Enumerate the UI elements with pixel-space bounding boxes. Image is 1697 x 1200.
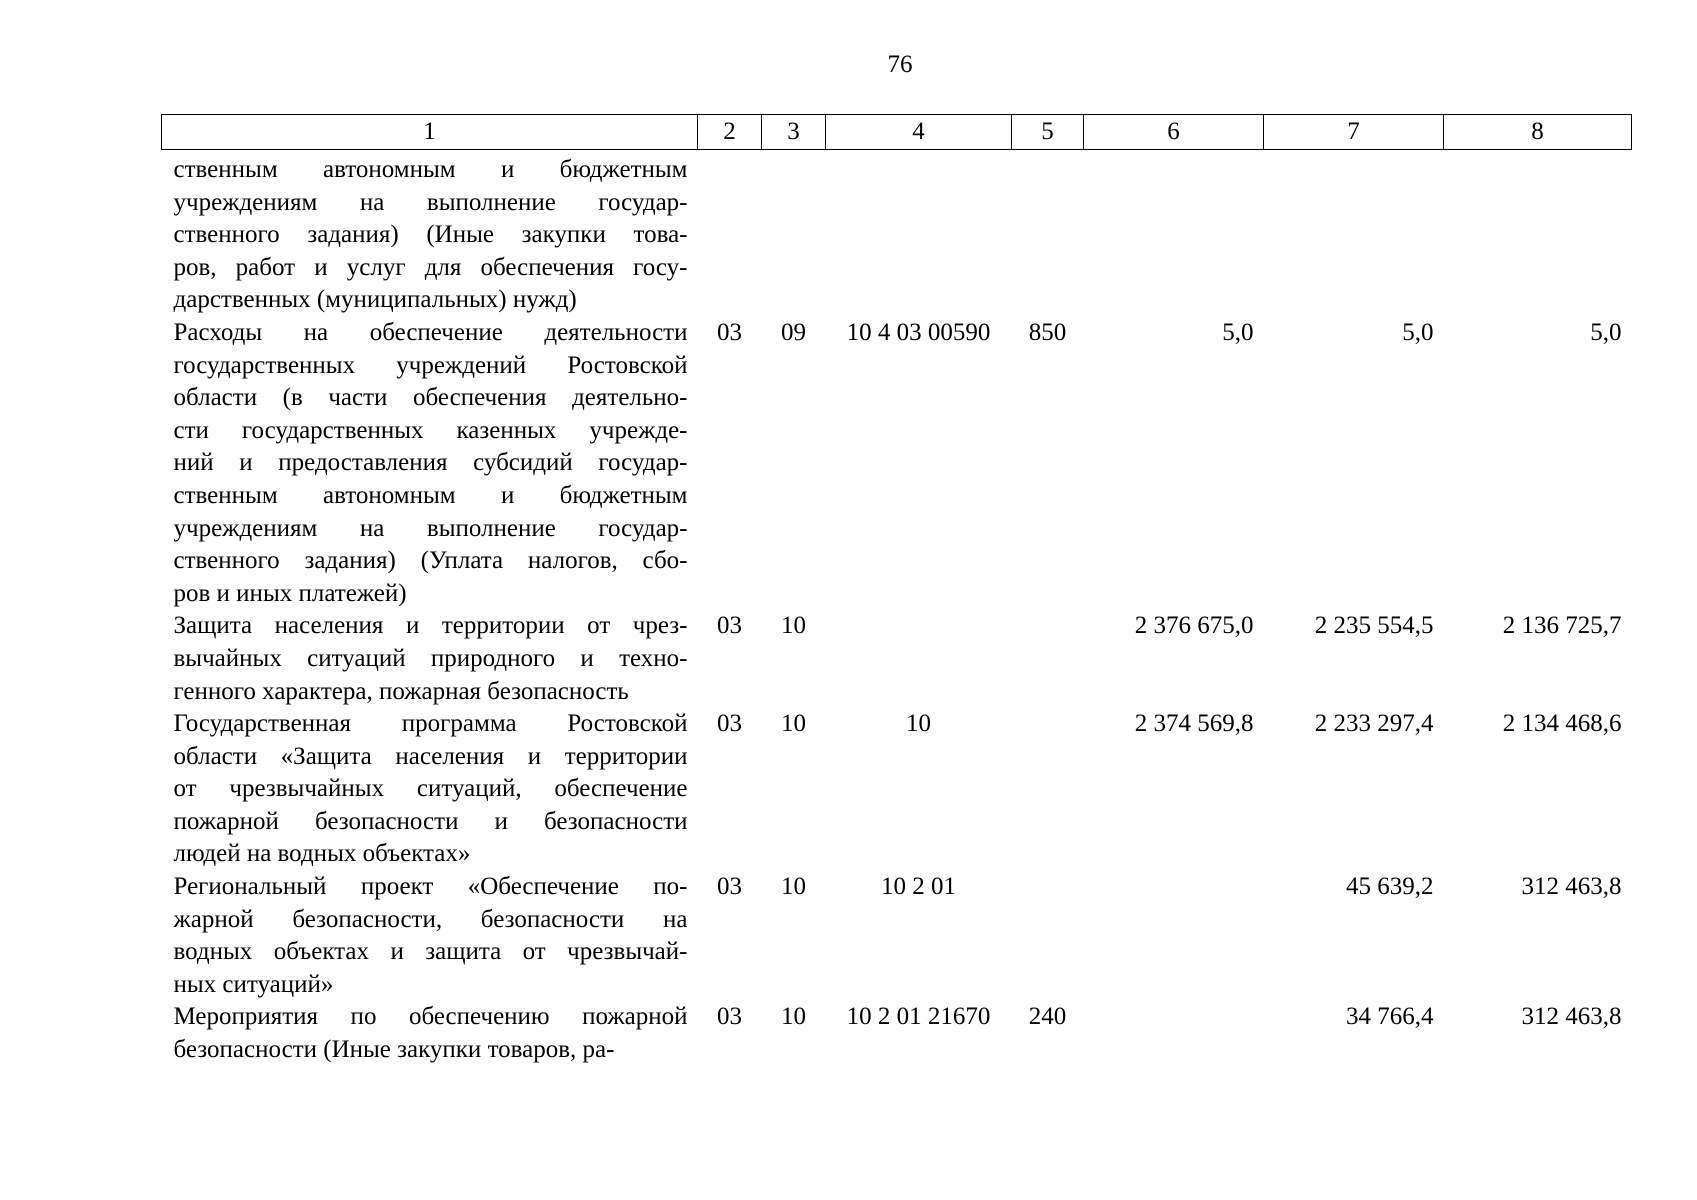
description-line: дарственных (муниципальных) нужд) xyxy=(173,286,577,314)
description-line: ственным автономным и бюджетным xyxy=(173,156,688,183)
amount-year3-cell: 5,0 xyxy=(1590,318,1622,346)
column-header: 6 xyxy=(1084,115,1264,150)
table-row xyxy=(162,708,1632,871)
subsection-code-cell: 10 xyxy=(781,873,806,901)
description-cell xyxy=(162,317,698,610)
amount-year2-cell: 45 639,2 xyxy=(1346,873,1434,901)
table-row xyxy=(162,1001,1632,1066)
description-line: ственного задания) (Иные закупки това- xyxy=(173,221,688,249)
description-line: Государственная программа Ростовской xyxy=(173,710,688,738)
target-article-cell: 10 4 03 00590 xyxy=(846,318,991,346)
description-line: ных ситуаций» xyxy=(173,970,334,998)
amount-year2-cell: 34 766,4 xyxy=(1346,1003,1434,1031)
amount-year2-cell: 2 233 297,4 xyxy=(1314,710,1434,738)
amount-year3-cell: 312 463,8 xyxy=(1521,873,1622,901)
target-article-cell: 10 2 01 21670 xyxy=(846,1003,991,1031)
expense-type-cell: 850 xyxy=(1028,318,1067,346)
subsection-code-cell: 10 xyxy=(781,612,806,640)
amount-year2-cell: 2 235 554,5 xyxy=(1314,612,1434,640)
description-line: безопасности (Иные закупки товаров, ра- xyxy=(173,1036,615,1064)
budget-table xyxy=(161,114,1632,1067)
description-line: ров и иных платежей) xyxy=(173,579,407,607)
column-header: 1 xyxy=(162,115,698,150)
description-line: сти государственных казенных учрежде- xyxy=(173,416,688,444)
description-line: Региональный проект «Обеспечение по- xyxy=(173,873,688,901)
column-header: 4 xyxy=(826,115,1012,150)
page-number: 76 xyxy=(887,51,913,78)
table-row xyxy=(162,317,1632,610)
description-line: государственных учреждений Ростовской xyxy=(173,351,688,379)
column-header: 2 xyxy=(698,115,762,150)
amount-year1-cell xyxy=(1084,1001,1264,1066)
description-line: области (в части обеспечения деятельно- xyxy=(173,384,688,412)
target-article-cell xyxy=(826,610,1012,708)
description-cell xyxy=(162,150,698,317)
description-cell xyxy=(162,610,698,708)
description-line: от чрезвычайных ситуаций, обеспечение xyxy=(173,775,688,803)
target-article-cell: 10 xyxy=(906,710,931,738)
subsection-code-cell: 10 xyxy=(781,1003,806,1031)
description-line: ний и предоставления субсидий государ- xyxy=(173,449,688,477)
description-line: людей на водных объектах» xyxy=(173,840,471,868)
amount-year3-cell: 2 134 468,6 xyxy=(1502,710,1622,738)
description-line: Расходы на обеспечение деятельности xyxy=(173,318,688,346)
description-line: области «Защита населения и территории xyxy=(173,742,688,770)
amount-year2-cell xyxy=(1264,150,1444,317)
table-row xyxy=(162,610,1632,708)
description-cell xyxy=(162,871,698,1001)
description-line: ров, работ и услуг для обеспечения госу- xyxy=(173,253,688,281)
column-header: 3 xyxy=(762,115,826,150)
amount-year1-cell xyxy=(1084,871,1264,1001)
description-line: учреждениям на выполнение государ- xyxy=(173,188,688,216)
description-line: вычайных ситуаций природного и техно- xyxy=(173,644,688,672)
amount-year1-cell xyxy=(1084,150,1264,317)
description-cell xyxy=(162,708,698,871)
description-line: Защита населения и территории от чрез- xyxy=(173,612,688,640)
section-code-cell: 03 xyxy=(717,873,742,901)
table-header-row xyxy=(162,115,1632,150)
section-code-cell: 03 xyxy=(717,318,742,346)
description-line: Мероприятия по обеспечению пожарной xyxy=(173,1003,688,1031)
amount-year3-cell: 312 463,8 xyxy=(1521,1003,1622,1031)
description-cell xyxy=(162,1001,698,1066)
expense-type-cell xyxy=(1012,150,1084,317)
description-line: ственным автономным и бюджетным xyxy=(173,481,688,509)
column-header: 5 xyxy=(1012,115,1084,150)
amount-year1-cell: 2 376 675,0 xyxy=(1134,612,1254,640)
description-line: генного характера, пожарная безопасность xyxy=(173,677,629,705)
table-body xyxy=(162,150,1632,1067)
description-line: учреждениям на выполнение государ- xyxy=(173,514,688,542)
expense-type-cell: 240 xyxy=(1028,1003,1067,1031)
subsection-code-cell: 10 xyxy=(781,710,806,738)
amount-year3-cell xyxy=(1444,150,1632,317)
section-code-cell: 03 xyxy=(717,1003,742,1031)
description-line: жарной безопасности, безопасности на xyxy=(173,905,688,933)
section-code-cell xyxy=(698,150,762,317)
table-row xyxy=(162,871,1632,1001)
amount-year1-cell: 5,0 xyxy=(1222,318,1254,346)
target-article-cell xyxy=(826,150,1012,317)
amount-year1-cell: 2 374 569,8 xyxy=(1134,710,1254,738)
section-code-cell: 03 xyxy=(717,612,742,640)
expense-type-cell xyxy=(1012,610,1084,708)
section-code-cell: 03 xyxy=(717,710,742,738)
subsection-code-cell xyxy=(762,150,826,317)
description-line: водных объектах и защита от чрезвычай- xyxy=(173,938,688,966)
column-header: 8 xyxy=(1444,115,1632,150)
amount-year2-cell: 5,0 xyxy=(1402,318,1434,346)
column-header: 7 xyxy=(1264,115,1444,150)
description-line: ственного задания) (Уплата налогов, сбо- xyxy=(173,547,688,575)
table-row xyxy=(162,150,1632,317)
expense-type-cell xyxy=(1012,871,1084,1001)
expense-type-cell xyxy=(1012,708,1084,871)
subsection-code-cell: 09 xyxy=(781,318,806,346)
amount-year3-cell: 2 136 725,7 xyxy=(1502,612,1622,640)
description-line: пожарной безопасности и безопасности xyxy=(173,807,688,835)
target-article-cell: 10 2 01 xyxy=(881,873,956,901)
